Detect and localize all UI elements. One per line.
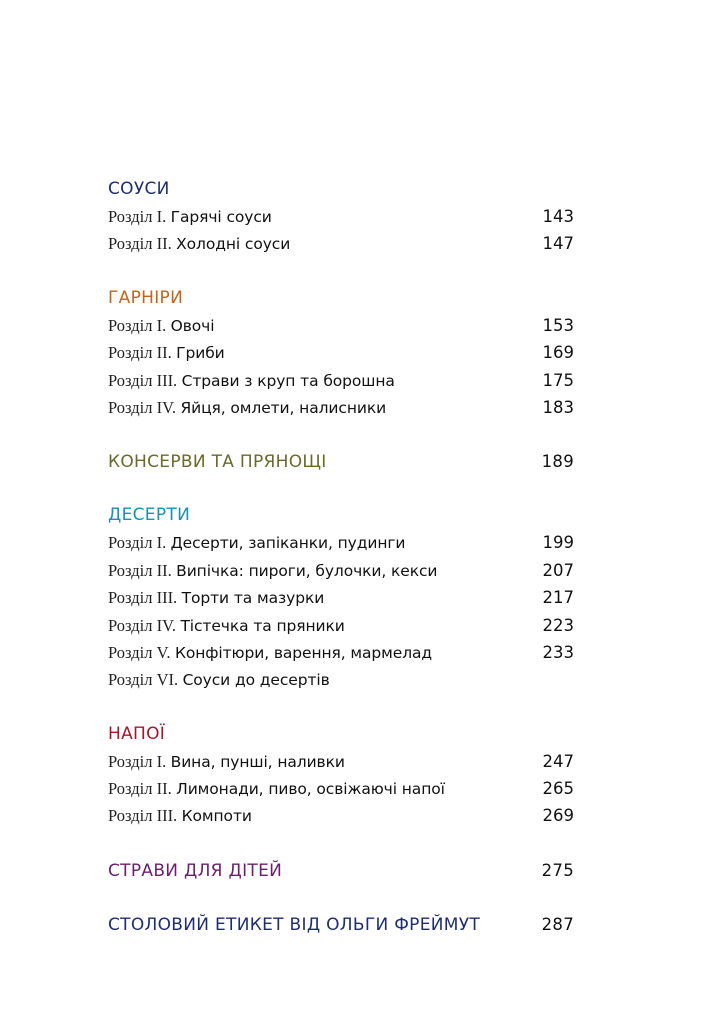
toc-entry	[108, 312, 574, 339]
entry-page: 207	[542, 560, 574, 580]
entry-prefix: Розділ II.	[108, 234, 172, 254]
entry-page: 143	[542, 207, 574, 226]
entry-page: 147	[542, 234, 574, 254]
entry-prefix: Розділ III.	[108, 588, 178, 608]
section-heading-label: ГАРНІРИ	[108, 287, 184, 308]
section-heading-label: ДЕСЕРТИ	[108, 505, 191, 526]
entry-prefix: Розділ II.	[108, 779, 172, 799]
section-heading-page: 275	[541, 860, 574, 880]
entry-page: 183	[542, 397, 574, 417]
section-heading-label: СТОЛОВИЙ ЕТИКЕТ ВІД ОЛЬГИ ФРЕЙМУТ	[108, 914, 481, 935]
section-heading	[108, 721, 574, 748]
entry-page: 269	[542, 806, 574, 826]
section-spacer	[108, 830, 574, 857]
toc-entry	[108, 394, 574, 421]
toc-entry	[108, 529, 574, 556]
entry-page: 169	[542, 343, 574, 363]
entry-title: Гарячі соуси	[170, 208, 272, 226]
entry-prefix: Розділ I.	[108, 751, 167, 771]
entry-prefix: Розділ I.	[108, 207, 167, 226]
section-heading-label: СОУСИ	[108, 179, 170, 199]
toc-entry	[108, 584, 574, 611]
entry-prefix: Розділ II.	[108, 343, 172, 363]
entry-page: 199	[542, 533, 574, 553]
section-heading-page: 287	[541, 914, 574, 934]
toc-section-desserts	[108, 502, 574, 693]
toc-entry	[108, 612, 574, 639]
entry-title: Вина, пунші, наливки	[170, 752, 345, 771]
toc-entry	[108, 666, 574, 693]
entry-page: 223	[542, 615, 574, 635]
entry-prefix: Розділ IV.	[108, 615, 176, 635]
section-heading	[108, 285, 574, 312]
toc-section-drinks	[108, 721, 574, 830]
toc-entry	[108, 203, 574, 230]
toc-section-garnishes	[108, 285, 574, 422]
entry-page: 153	[542, 315, 574, 335]
toc-section-sauces	[108, 176, 574, 258]
section-heading-label: СТРАВИ ДЛЯ ДІТЕЙ	[108, 860, 283, 881]
entry-prefix: Розділ I.	[108, 533, 167, 553]
entry-page: 217	[542, 588, 574, 608]
entry-page: 265	[542, 779, 574, 799]
entry-title: Страви з круп та борошна	[181, 371, 395, 390]
section-heading	[108, 448, 574, 475]
entry-title: Десерти, запіканки, пудинги	[170, 534, 406, 553]
table-of-contents	[108, 176, 574, 938]
entry-prefix: Розділ III.	[108, 370, 178, 390]
entry-page: 247	[542, 751, 574, 771]
entry-page: 175	[542, 370, 574, 390]
section-heading-label: КОНСЕРВИ ТА ПРЯНОЩІ	[108, 452, 327, 473]
entry-title: Випічка: пироги, булочки, кекси	[176, 561, 438, 580]
section-spacer	[108, 475, 574, 502]
entry-title: Торти та мазурки	[181, 589, 325, 608]
toc-entry	[108, 557, 574, 584]
section-spacer	[108, 884, 574, 911]
section-heading	[108, 911, 574, 938]
section-spacer	[108, 694, 574, 721]
toc-entry	[108, 367, 574, 394]
toc-entry	[108, 230, 574, 257]
entry-title: Лимонади, пиво, освіжаючі напої	[176, 780, 445, 799]
section-spacer	[108, 421, 574, 448]
section-heading-page: 189	[541, 452, 574, 472]
section-heading	[108, 502, 574, 529]
toc-section-preserves	[108, 448, 574, 475]
toc-entry	[108, 748, 574, 775]
toc-entry	[108, 339, 574, 366]
entry-page: 233	[542, 642, 574, 662]
entry-prefix: Розділ III.	[108, 806, 178, 826]
section-heading	[108, 857, 574, 884]
entry-title: Яйця, омлети, налисники	[180, 398, 387, 417]
entry-title: Холодні соуси	[176, 235, 291, 254]
entry-title: Гриби	[176, 344, 225, 363]
entry-title: Компоти	[181, 807, 252, 826]
toc-section-kids	[108, 857, 574, 884]
toc-entry	[108, 802, 574, 829]
entry-title: Конфітюри, варення, мармелад	[174, 643, 433, 662]
entry-prefix: Розділ II.	[108, 560, 172, 580]
entry-title: Соуси до десертів	[182, 671, 330, 690]
toc-entry	[108, 775, 574, 802]
section-heading-label: НАПОЇ	[108, 723, 166, 744]
entry-prefix: Розділ V.	[108, 642, 171, 662]
toc-entry	[108, 639, 574, 666]
toc-section-etiquette	[108, 911, 574, 938]
entry-title: Тістечка та пряники	[180, 616, 345, 635]
entry-prefix: Розділ I.	[108, 315, 167, 335]
entry-prefix: Розділ VI.	[108, 670, 179, 690]
entry-title: Овочі	[170, 316, 215, 335]
section-heading	[108, 176, 574, 203]
section-spacer	[108, 258, 574, 285]
entry-prefix: Розділ IV.	[108, 397, 176, 417]
